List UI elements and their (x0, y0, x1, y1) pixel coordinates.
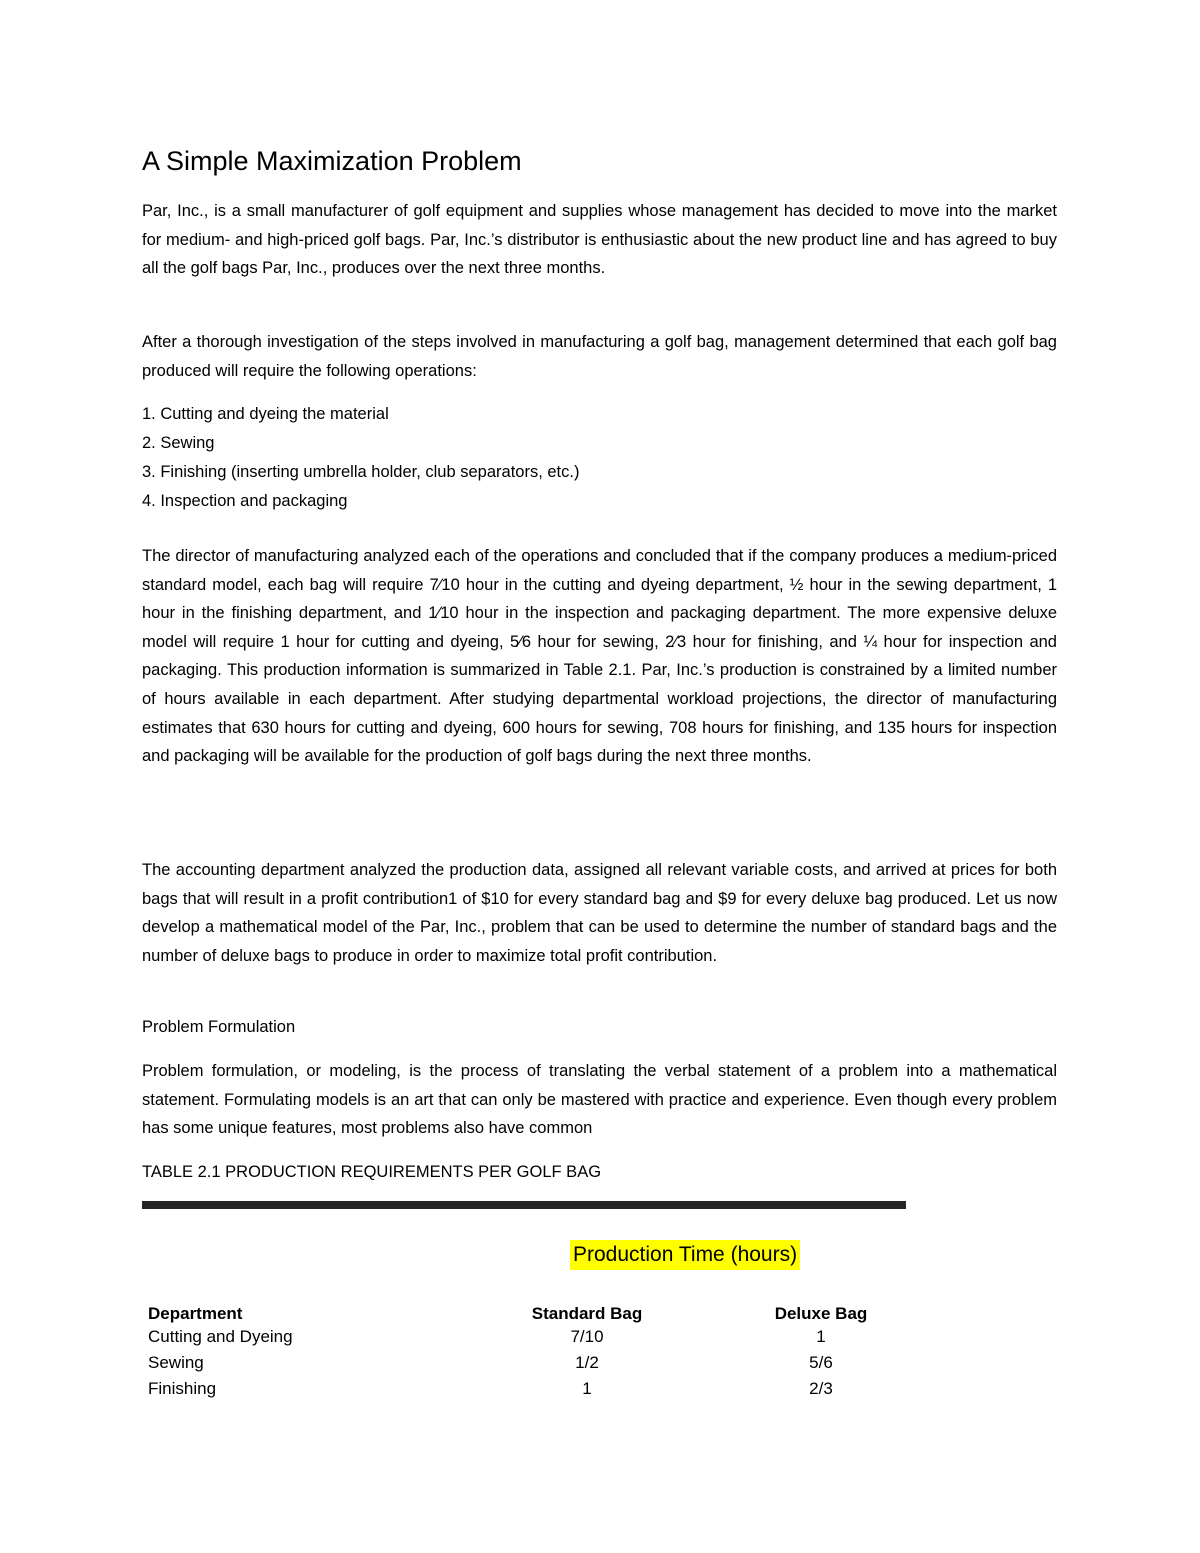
column-header-standard-bag: Standard Bag (531, 1304, 643, 1323)
accounting-paragraph: The accounting department analyzed the production data, assigned all relevant variable costs, and arrived at prices for both bags that will result in a profit contribution1 of $10 for every standard bag and $9 for every deluxe bag produced. Let us now develop a mathematical model of the Par, Inc., problem that can be used to determine the number of standard bags and the number of deluxe bags to produce in order to maximize total profit contribution. (142, 861, 1057, 965)
column-header-department: Department (148, 1304, 243, 1323)
operations-list (142, 400, 579, 516)
production-time-header: Production Time (hours) (570, 1240, 800, 1270)
formulation-paragraph: Problem formulation, or modeling, is the process of translating the verbal statement of a problem into a mathematical statement. Formulating models is an art that can only be mastered with practice and experience. Even though every problem has some unique features, most problems also have common (142, 1062, 1057, 1138)
intro-paragraph: Par, Inc., is a small manufacturer of golf equipment and supplies whose management has decided to move into the market for medium- and high-priced golf bags. Par, Inc.’s distributor is enthusiastic about the new product line and has agreed to buy all the golf bags Par, Inc., produces over the next three months. (142, 202, 1057, 278)
deluxe-bag-cell: 5/6 (809, 1353, 833, 1372)
manufacturing-paragraph: The director of manufacturing analyzed each of the operations and concluded that if the company produces a medium-priced standard model, each bag will require 7⁄10 hour in the cutting and dyeing department, ½ hour in the sewing department, 1 hour in the finishing department, and 1⁄10 hour in the inspection and packaging department. The more expensive deluxe model will require 1 hour for cutting and dyeing, 5⁄6 hour for sewing, 2⁄3 hour for finishing, and ¼ hour for inspection and packaging. This production information is summarized in Table 2.1. Par, Inc.’s production is constrained by a limited number of hours available in each department. After studying departmental workload projections, the director of manufacturing estimates that 630 hours for cutting and dyeing, 600 hours for sewing, 708 hours for finishing, and 135 hours for inspection and packaging will be available for the production of golf bags during the next three months. (142, 547, 1057, 766)
department-cell: Finishing (148, 1379, 217, 1398)
department-cell: Cutting and Dyeing (148, 1327, 293, 1346)
standard-bag-cell: 1/2 (575, 1353, 599, 1372)
investigation-paragraph: After a thorough investigation of the steps involved in manufacturing a golf bag, management determined that each golf bag produced will require the following operations: (142, 333, 1057, 380)
column-header-deluxe-bag: Deluxe Bag (774, 1304, 868, 1323)
standard-bag-cell: 1 (582, 1379, 592, 1398)
table-top-rule (142, 1201, 906, 1209)
department-cell: Sewing (148, 1353, 204, 1372)
table-header-row (148, 1296, 946, 1324)
table-caption: TABLE 2.1 PRODUCTION REQUIREMENTS PER GOLF BAG (142, 1163, 602, 1181)
table-row (148, 1350, 946, 1376)
list-item: 4. Inspection and packaging (142, 492, 348, 510)
document-title: A Simple Maximization Problem (142, 146, 522, 176)
list-item: 1. Cutting and dyeing the material (142, 405, 389, 423)
production-requirements-table (148, 1296, 946, 1402)
list-item: 2. Sewing (142, 434, 215, 452)
table-row (148, 1324, 946, 1350)
section-heading: Problem Formulation (142, 1018, 296, 1036)
table-row (148, 1376, 946, 1402)
deluxe-bag-cell: 1 (816, 1327, 826, 1346)
standard-bag-cell: 7/10 (570, 1327, 604, 1346)
deluxe-bag-cell: 2/3 (809, 1379, 833, 1398)
list-item: 3. Finishing (inserting umbrella holder, club separators, etc.) (142, 463, 580, 481)
